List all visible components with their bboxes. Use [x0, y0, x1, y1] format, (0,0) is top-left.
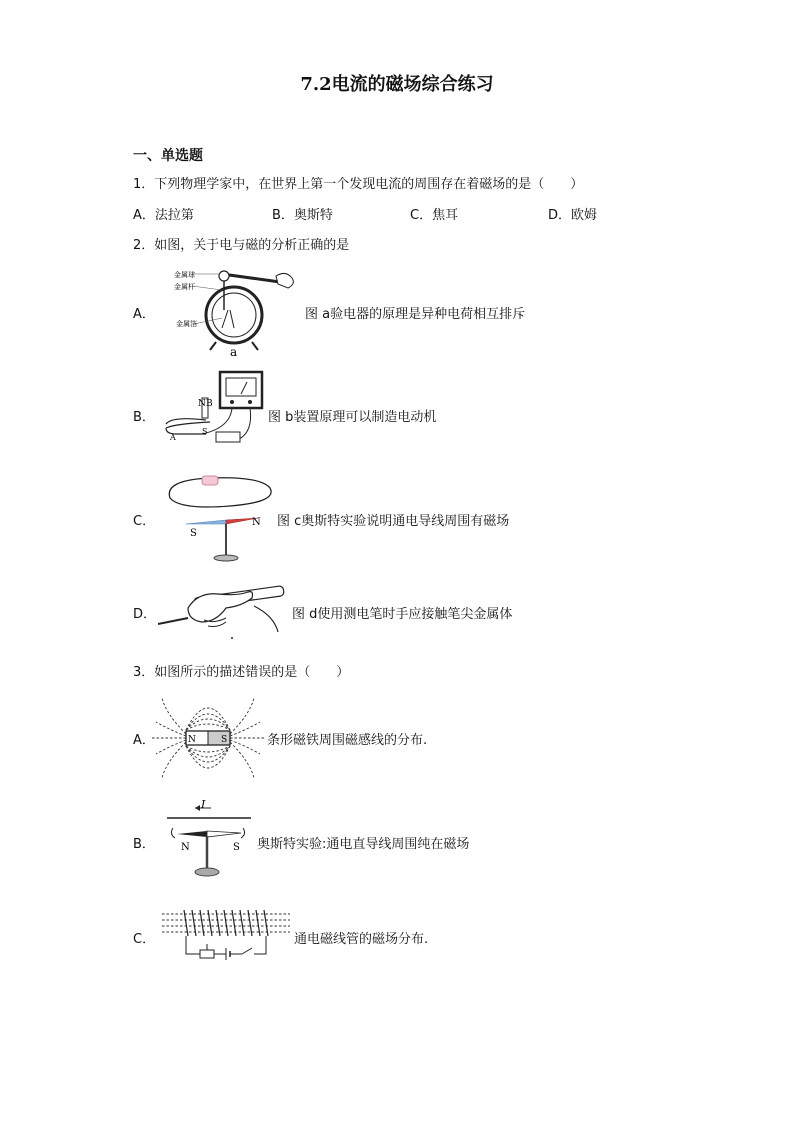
oersted-wire-figure [165, 796, 255, 882]
q3-option-a-label[interactable]: A． [133, 733, 155, 748]
label-needle-s: S [233, 842, 240, 853]
label-metal-ball: 金属球 [174, 271, 195, 279]
q2-option-d-text: 图 d使用测电笔时手应接触笔尖金属体 [292, 607, 513, 622]
label-s-pole: S [202, 427, 208, 436]
label-magnet-n: N [188, 735, 196, 745]
q2-option-c-label[interactable]: C． [133, 514, 156, 529]
label-b: B [206, 399, 213, 409]
q3-option-c-label[interactable]: C． [133, 932, 156, 947]
generator-figure [162, 368, 266, 454]
test-pen-figure [158, 578, 290, 642]
section-heading: 一、单选题 [133, 148, 203, 164]
q2-option-c-text: 图 c奥斯特实验说明通电导线周围有磁场 [277, 514, 510, 529]
label-a: A [170, 433, 176, 442]
solenoid-field-figure [160, 906, 292, 966]
label-n-needle: N [252, 517, 261, 528]
electroscope-figure [172, 262, 302, 358]
label-needle-n: N [181, 842, 190, 853]
q1-option-d[interactable]: D．欧姆 [548, 208, 598, 223]
question-2-stem: 2．如图，关于电与磁的分析正确的是 [133, 238, 350, 253]
page-title: 7.2电流的磁场综合练习 [300, 74, 494, 95]
label-figure-a: a [230, 345, 238, 358]
question-1-stem: 1．下列物理学家中，在世界上第一个发现电流的周围存在着磁场的是（ ） [133, 177, 584, 192]
q3-option-a-text: 条形磁铁周围磁感线的分布. [267, 733, 428, 748]
q2-option-a-label[interactable]: A． [133, 307, 155, 322]
q3-option-b-text: 奥斯特实验:通电直导线周围纯在磁场 [257, 837, 470, 852]
label-n-pole: N [198, 399, 206, 409]
q1-option-b[interactable]: B．奥斯特 [272, 208, 333, 223]
q1-option-a[interactable]: A．法拉第 [133, 208, 194, 223]
q2-option-b-text: 图 b装置原理可以制造电动机 [268, 410, 437, 425]
q2-option-a-text: 图 a验电器的原理是异种电荷相互排斥 [305, 307, 526, 322]
label-magnet-s: S [221, 735, 228, 745]
label-metal-rod: 金属杆 [174, 283, 195, 291]
question-3-stem: 3．如图所示的描述错误的是（ ） [133, 665, 350, 680]
label-current: I [201, 798, 206, 811]
q2-option-b-label[interactable]: B． [133, 410, 155, 425]
q3-option-c-text: 通电磁线管的磁场分布. [294, 932, 429, 947]
label-s-needle: S [190, 528, 197, 539]
label-metal-foil: 金属箔 [176, 320, 197, 328]
q1-option-c[interactable]: C．焦耳 [410, 208, 459, 223]
q2-option-d-label[interactable]: D． [133, 607, 157, 622]
oersted-experiment-figure [162, 470, 274, 568]
bar-magnet-field-figure [150, 690, 266, 786]
q3-option-b-label[interactable]: B． [133, 837, 155, 852]
